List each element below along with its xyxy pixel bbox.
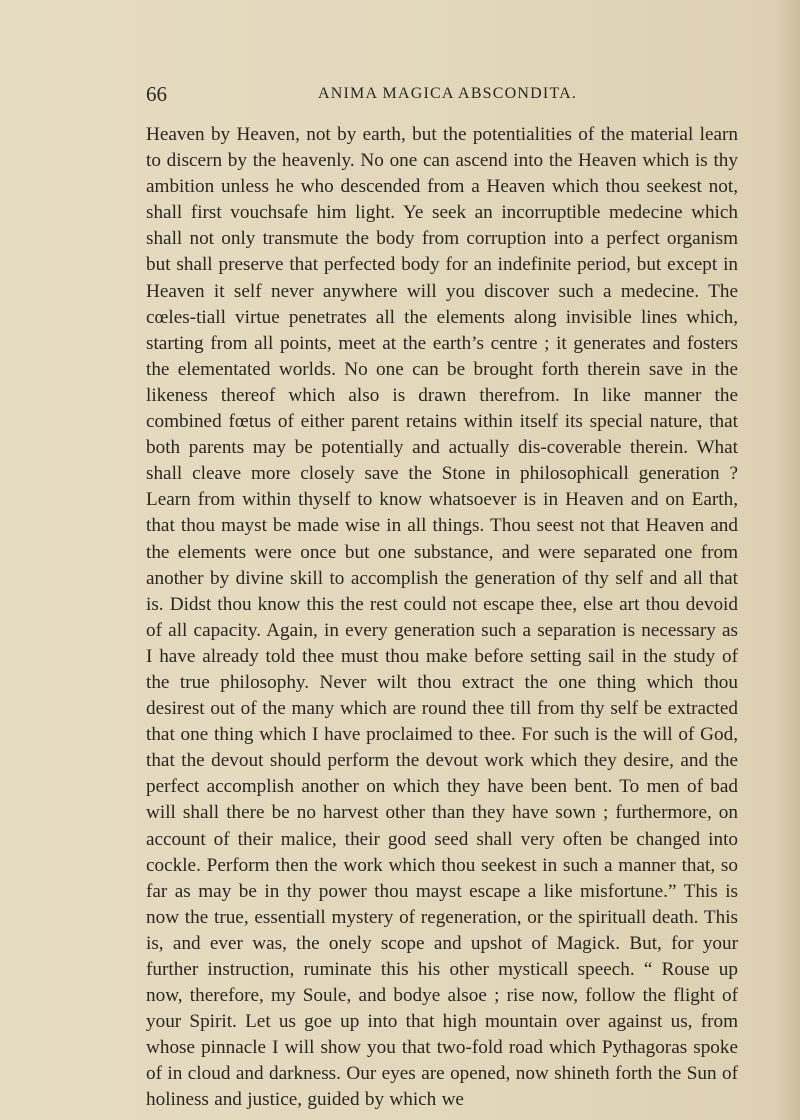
running-head: ANIMA MAGICA ABSCONDITA. [318, 85, 578, 102]
page-header [146, 82, 680, 110]
page-number: 66 [146, 82, 167, 106]
page-edge-shadow [774, 0, 800, 1120]
body-paragraph: Heaven by Heaven, not by earth, but the potentialities of the material learn to discern by the heavenly. No one can ascend into the Heaven which is thy ambition unless he who descended from a Heaven which thou seekest not, shall first vouchsafe him light. Ye seek an incorruptible medecine which shall not only transmute the body from corruption into a perfect organism but shall preserve that perfected body for an indefinite period, but except in Heaven it self never anywhere will you discover such a medecine. The cœles-tiall virtue penetrates all the elements along invisible lines which, starting from all points, meet at the earth’s centre ; it generates and fosters the elementated worlds. No one can be brought forth therein save in the likeness thereof which also is drawn therefrom. In like manner the combined fœtus of either parent retains within itself its special nature, that both parents may be potentially and actually dis-coverable therein. What shall cleave more closely save the Stone in philosophicall generation ? Learn from within thyself to know whatsoever is in Heaven and on Earth, that thou mayst be made wise in all things. Thou seest not that Heaven and the elements were once but one substance, and were separated one from another by divine skill to accomplish the generation of thy self and all that is. Didst thou know this the rest could not escape thee, else art thou devoid of all capacity. Again, in every generation such a separation is necessary as I have already told thee must thou make before setting sail in the study of the true philosophy. Never wilt thou extract the one thing which thou desirest out of the many which are round thee till from thy self be extracted that one thing which I have proclaimed to thee. For such is the will of God, that the devout should perform the devout work which they desire, and the perfect accomplish another on which they have been bent. To men of bad will shall there be no harvest other than they have sown ; furthermore, on account of their malice, their good seed shall very often be changed into cockle. Perform then the work which thou seekest in such a manner that, so far as may be in thy power thou mayst escape a like misfortune.” This is now the true, essentiall mystery of regeneration, or the spirituall death. This is, and ever was, the onely scope and upshot of Magick. But, for your further instruction, ruminate this his other mysticall speech. “ Rouse up now, therefore, my Soule, and bodye alsoe ; rise now, follow the flight of your Spirit. Let us goe up into that high mountain over against us, from whose pinnacle I will show you that two-fold road which Pythagoras spoke of in cloud and darkness. Our eyes are opened, now shineth forth the Sun of holiness and justice, guided by which we [146, 124, 738, 1111]
